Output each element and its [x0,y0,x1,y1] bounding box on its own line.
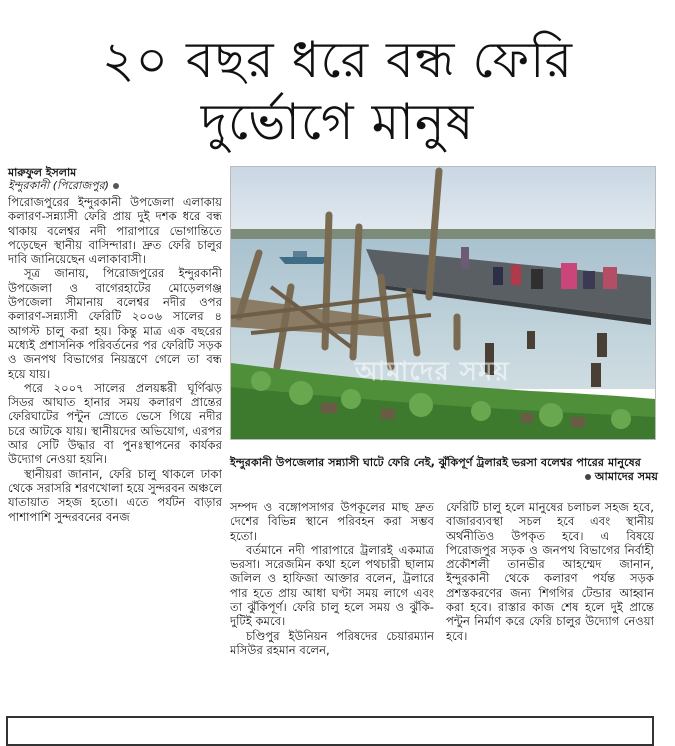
photo-watermark: আমাদের সময় [355,357,510,387]
credit-text: আমাদের সময় [594,470,658,483]
article-column-1 [8,195,222,705]
paragraph: পিরোজপুরের ইন্দুরকানী উপজেলা এলাকায় কলারণ-সন্ন্যাসী ফেরি প্রায় দুই দশক ধরে বন্ধ থাকায় বলেশ্বর নদী পারাপারে ভোগান্তিতে পড়েছেন স্থানীয় বাসিন্দারা। দ্রুত ফেরি চালুর দাবি জানিয়েছেন এলাকাবাসী। [8,195,222,267]
headline-line-1: ২০ বছর ধরে বন্ধ ফেরি [102,31,573,90]
paragraph: চণ্ডিপুর ইউনিয়ন পরিষদের চেয়ারম্যান মসিউর রহমান বলেন, [230,628,434,657]
byline [8,166,228,192]
credit-bullet-icon [585,474,591,480]
dateline-text: ইন্দুরকানী (পিরোজপুর) [8,179,109,192]
dateline-bullet-icon [113,183,119,189]
paragraph: স্থানীয়রা জানান, ফেরি চালু থাকলে ঢাকা থেকে সরাসরি শরণখোলা হয়ে সুন্দরবন অঞ্চলে যাতায়াত সহজ হতো। এতে পর্যটন বাড়ার পাশাপাশি সুন্দরবনের বনজ [8,466,222,524]
photo-caption [230,456,658,484]
paragraph: সম্পদ ও বঙ্গোপসাগর উপকূলের মাছ দ্রুত দেশের বিভিন্ন স্থানে পরিবহন করা সম্ভব হতো। [230,500,434,543]
headline [0,29,675,153]
paragraph: ফেরিটি চালু হলে মানুষের চলাচল সহজ হবে, বাজারব্যবস্থা সচল হবে এবং স্থানীয় অর্থনীতিও উপকৃত হবে। এ বিষয়ে পিরোজপুর সড়ক ও জনপথ বিভাগের নির্বাহী প্রকৌশলী তানভীর আহম্মেদ জানান, ইন্দুরকানী থেকে কলারণ পর্যন্ত সড়ক প্রশস্তকরণের জন্য শিগগির টেন্ডার আহ্বান করা হবে। রাস্তার কাজ শেষ হলে দুই প্রান্তে পন্টুন নির্মাণ করে ফেরি চালুর উদ্যোগ নেওয়া হবে। [446,500,654,643]
river-ghat-illustration [231,167,655,439]
news-photo [230,166,656,440]
article-column-3 [446,500,654,705]
photo-credit [585,470,658,484]
next-article-border [6,716,654,746]
paragraph: পরে ২০০৭ সালের প্রলয়ঙ্করী ঘূর্ণিঝড় সিডর আঘাত হানার সময় কলারণ প্রান্তের ফেরিঘাটের পন্টুন স্রোতে ভেসে গিয়ে নদীর চরে আটকে যায়। স্থানীয়দের অভিযোগ, এরপর আর সেটি উদ্ধার বা পুনঃস্থাপনের কার্যকর উদ্যোগ নেওয়া হয়নি। [8,380,222,467]
paragraph: সূত্র জানায়, পিরোজপুরের ইন্দুরকানী উপজেলা ও বাগেরহাটের মোড়েলগঞ্জ উপজেলা সীমানায় বলেশ্বর নদীর ওপর কলারণ-সন্ন্যাসী ফেরিটি ২০০৬ সালের ৪ আগস্ট চালু করা হয়। কিন্তু মাত্র এক বছরের মধ্যেই প্রশাসনিক পরিবর্তনের পর ফেরিটি সড়ক ও জনপথ বিভাগের নিয়ন্ত্রণে গেলে তা বন্ধ হয়ে যায়। [8,266,222,381]
headline-line-2: দুর্ভোগে মানুষ [200,93,475,152]
author-name: মারুফুল ইসলাম [8,166,77,179]
article-column-2 [230,500,434,705]
paragraph: বর্তমানে নদী পারাপারে ট্রলারই একমাত্র ভরসা। সরেজমিন কথা হলে পথচারী ছালাম জলিল ও হাফিজা আক্তার বলেন, ট্রলারে পার হতে প্রায় আধা ঘণ্টা সময় লাগে এবং তা ঝুঁকিপূর্ণ। ফেরি চালু হলে সময় ও ঝুঁকি- দুটিই কমবে। [230,542,434,629]
dateline [8,179,228,192]
caption-text: ইন্দুরকানী উপজেলার সন্ন্যাসী ঘাটে ফেরি নেই, ঝুঁকিপূর্ণ ট্রলারই ভরসা বলেশ্বর পারের মানুষের [230,456,641,469]
